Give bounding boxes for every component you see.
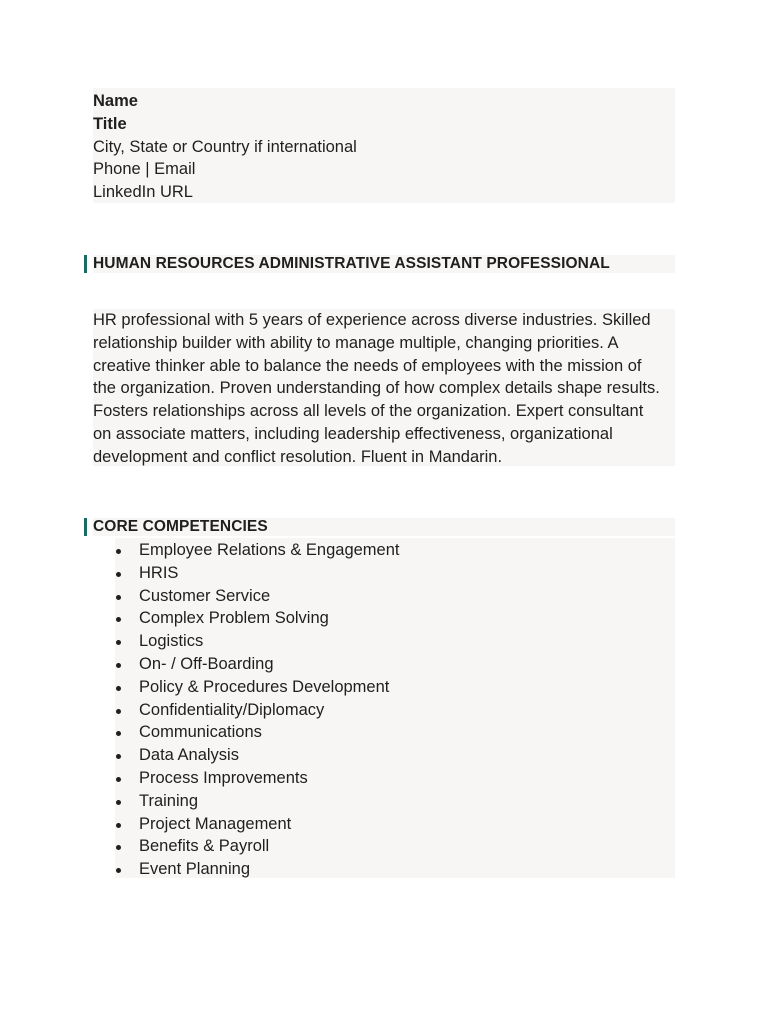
list-item[interactable] bbox=[0, 721, 768, 744]
competency-label: Customer Service bbox=[139, 586, 271, 605]
contact-phone-email[interactable]: Phone | Email bbox=[93, 160, 196, 179]
competency-label: HRIS bbox=[139, 563, 179, 582]
list-item[interactable] bbox=[0, 790, 768, 813]
contact-linkedin[interactable]: LinkedIn URL bbox=[93, 183, 193, 202]
competency-label: Benefits & Payroll bbox=[139, 837, 270, 856]
competency-label: Policy & Procedures Development bbox=[139, 677, 390, 696]
list-item[interactable] bbox=[0, 744, 768, 767]
list-item[interactable] bbox=[0, 835, 768, 858]
headline-text[interactable]: HUMAN RESOURCES ADMINISTRATIVE ASSISTANT PROFESSIONAL bbox=[93, 255, 610, 272]
summary-paragraph[interactable] bbox=[93, 309, 675, 468]
competency-label: Process Improvements bbox=[139, 768, 308, 787]
competency-label: Employee Relations & Engagement bbox=[139, 541, 400, 559]
bullet-icon bbox=[116, 731, 121, 736]
competency-label: Confidentiality/Diplomacy bbox=[139, 700, 325, 719]
summary-line: on associate matters, including leadership effectiveness, organizational bbox=[93, 424, 613, 443]
contact-name[interactable]: Name bbox=[93, 92, 138, 110]
summary-line: the organization. Proven understanding of how complex details shape results. bbox=[93, 379, 660, 398]
summary-line: development and conflict resolution. Fluent in Mandarin. bbox=[93, 447, 503, 466]
competencies-accent-bar bbox=[84, 518, 87, 536]
competencies-heading-text[interactable]: CORE COMPETENCIES bbox=[93, 518, 268, 535]
list-item[interactable] bbox=[0, 767, 768, 790]
list-item[interactable] bbox=[0, 813, 768, 836]
bullet-icon bbox=[116, 800, 121, 805]
list-item[interactable] bbox=[0, 607, 768, 630]
summary-line: HR professional with 5 years of experience across diverse industries. Skilled bbox=[93, 311, 651, 329]
bullet-icon bbox=[116, 754, 121, 759]
bullet-icon bbox=[116, 777, 121, 782]
list-item[interactable] bbox=[0, 699, 768, 722]
bullet-icon bbox=[116, 686, 121, 691]
contact-block bbox=[93, 88, 675, 203]
bullet-icon bbox=[116, 845, 121, 850]
competency-label: Communications bbox=[139, 723, 262, 742]
summary-block bbox=[93, 309, 675, 466]
competencies-list bbox=[0, 539, 768, 881]
list-item[interactable] bbox=[0, 858, 768, 881]
competency-label: Complex Problem Solving bbox=[139, 609, 329, 628]
competency-label: Event Planning bbox=[139, 860, 250, 879]
summary-line: creative thinker able to balance the needs of employees with the mission of bbox=[93, 356, 642, 375]
bullet-icon bbox=[116, 617, 121, 622]
list-item[interactable] bbox=[0, 539, 768, 562]
bullet-icon bbox=[116, 823, 121, 828]
list-item[interactable] bbox=[0, 630, 768, 653]
bullet-icon bbox=[116, 572, 121, 577]
competency-label: Project Management bbox=[139, 814, 292, 833]
contact-location[interactable]: City, State or Country if international bbox=[93, 137, 357, 156]
headline-accent-bar bbox=[84, 255, 87, 273]
competency-label: Training bbox=[139, 791, 198, 810]
bullet-icon bbox=[116, 640, 121, 645]
list-item[interactable] bbox=[0, 585, 768, 608]
competency-label: Data Analysis bbox=[139, 746, 239, 765]
contact-title[interactable]: Title bbox=[93, 114, 127, 133]
summary-line: relationship builder with ability to manage multiple, changing priorities. A bbox=[93, 333, 619, 352]
list-item[interactable] bbox=[0, 653, 768, 676]
competency-label: Logistics bbox=[139, 632, 204, 651]
bullet-icon bbox=[116, 868, 121, 873]
competency-label: On- / Off-Boarding bbox=[139, 654, 274, 673]
list-item[interactable] bbox=[0, 676, 768, 699]
bullet-icon bbox=[116, 595, 121, 600]
bullet-icon bbox=[116, 709, 121, 714]
list-item[interactable] bbox=[0, 562, 768, 585]
bullet-icon bbox=[116, 549, 121, 554]
bullet-icon bbox=[116, 663, 121, 668]
summary-line: Fosters relationships across all levels of the organization. Expert consultant bbox=[93, 402, 644, 420]
